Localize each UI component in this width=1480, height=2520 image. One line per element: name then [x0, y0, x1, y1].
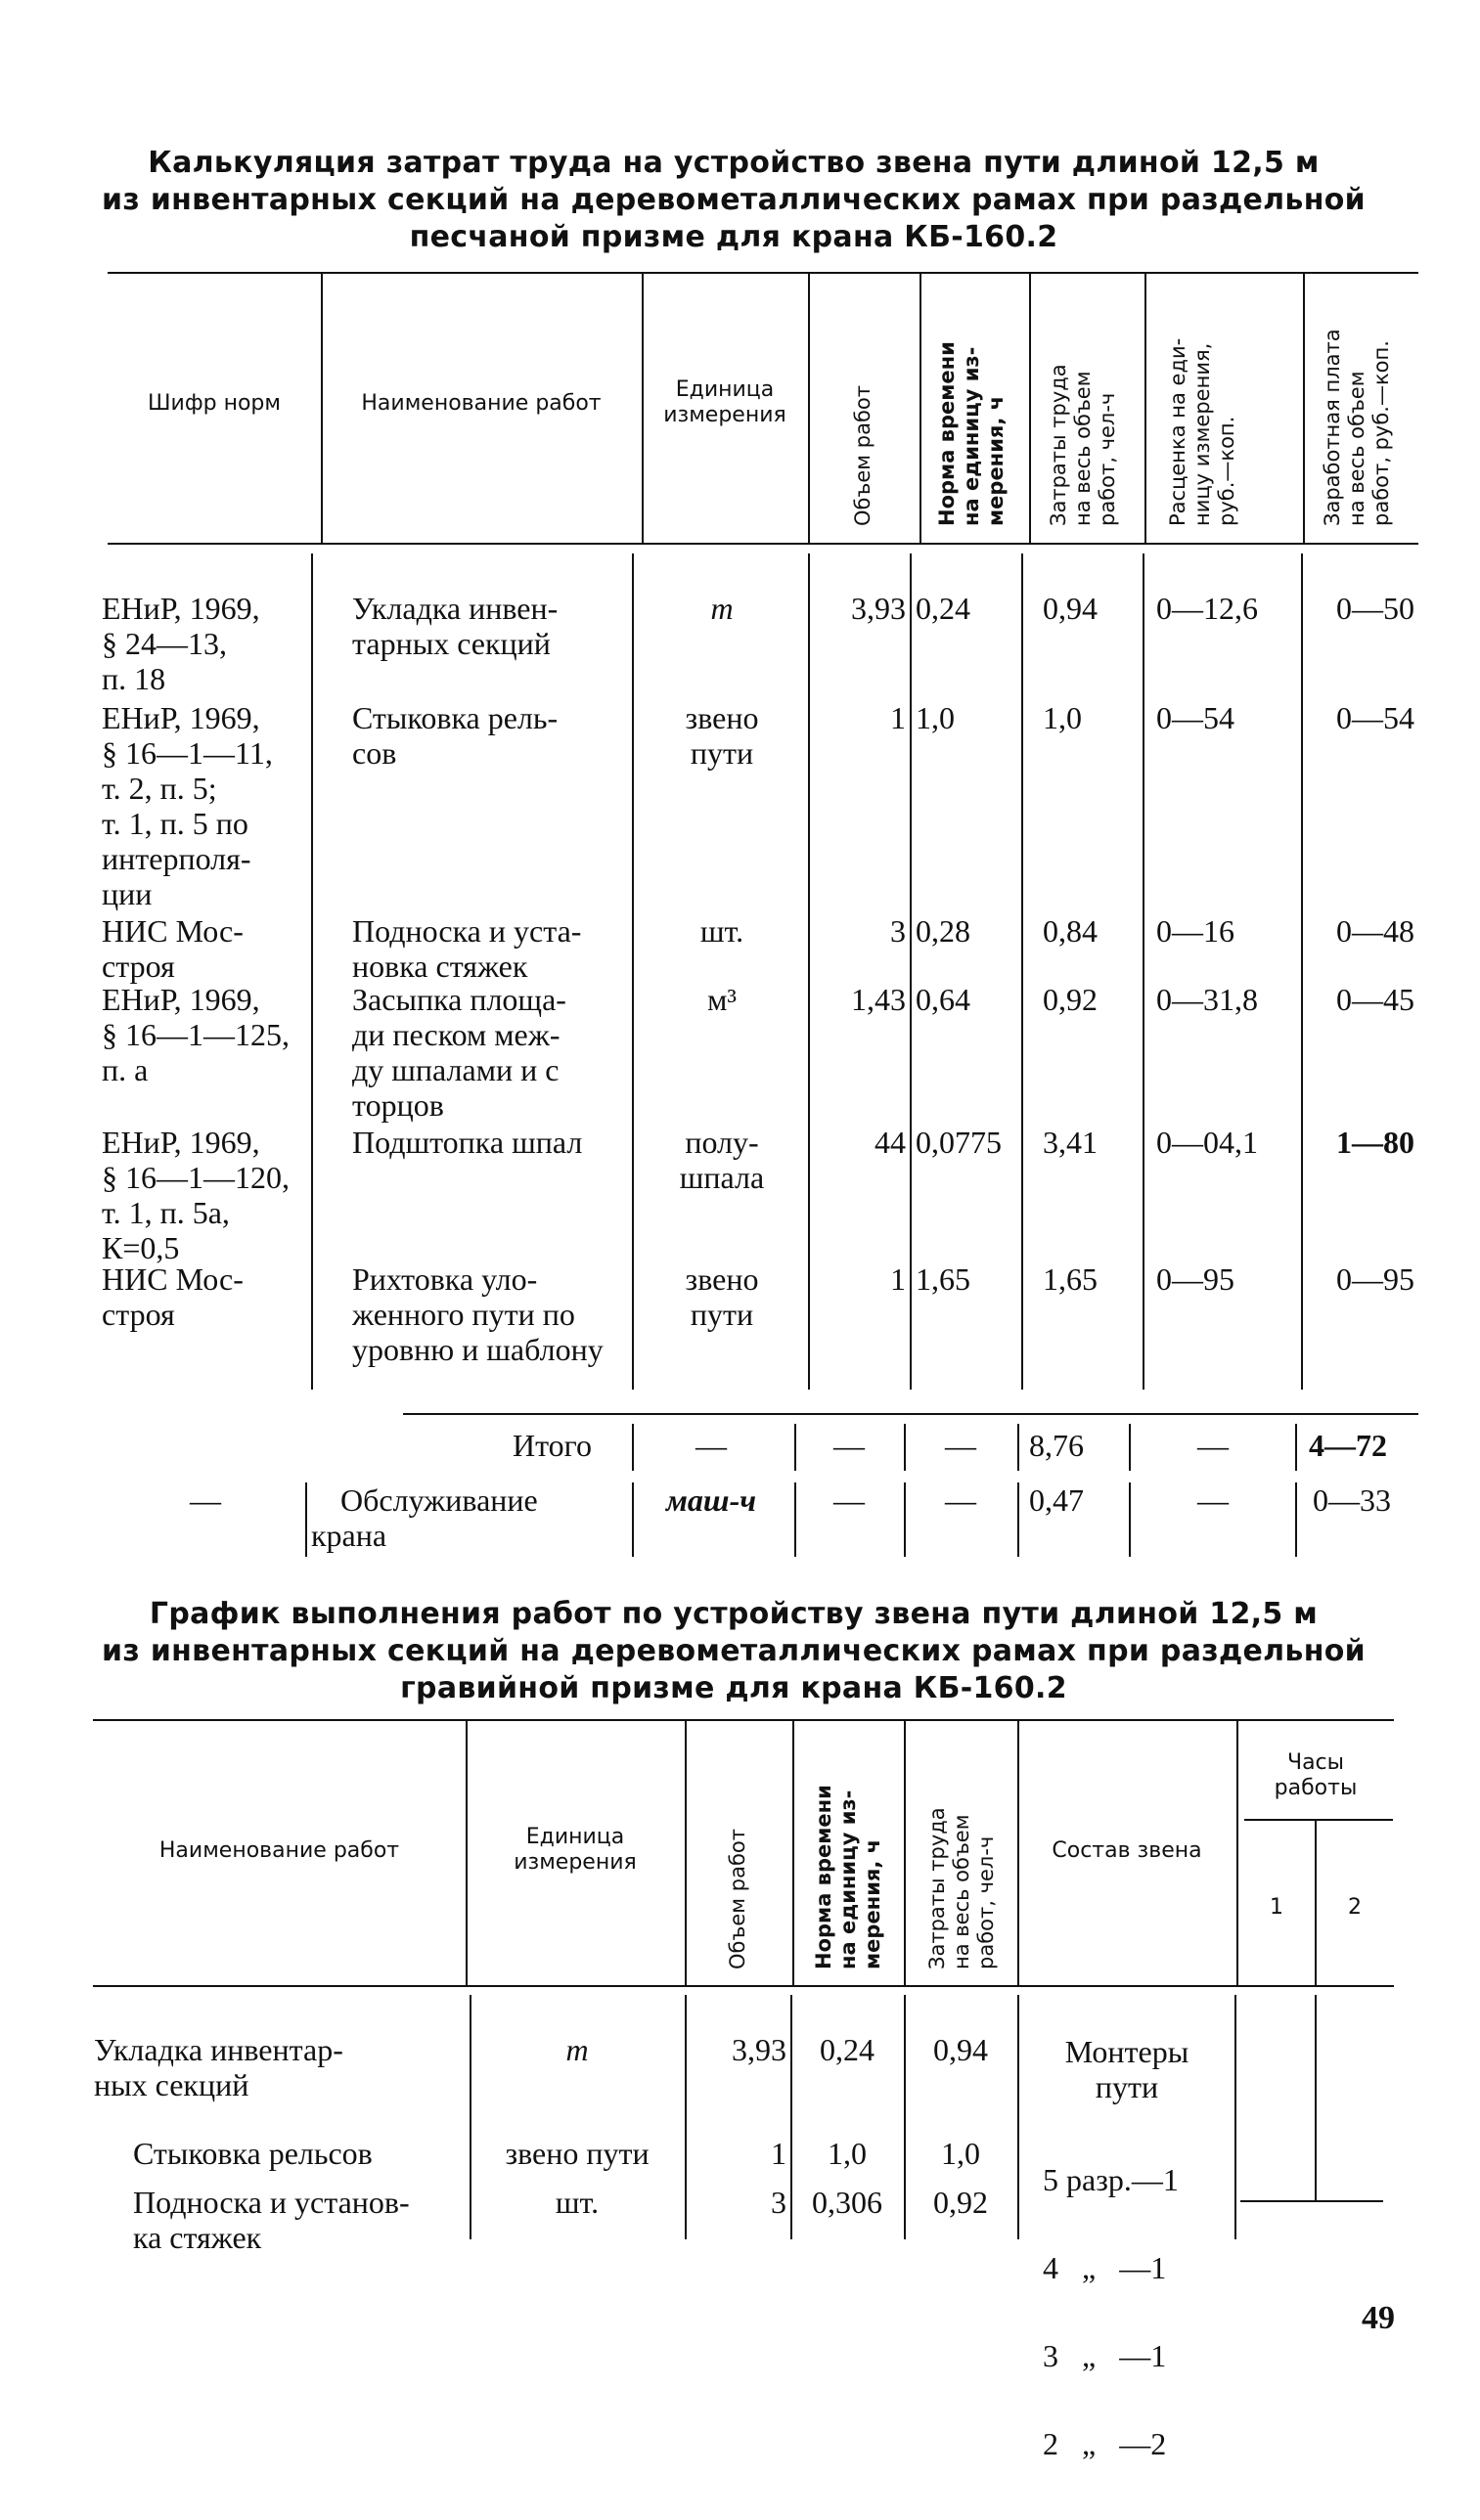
row-volume: [812, 591, 906, 626]
row-rate-line: 0—04,1: [1156, 1125, 1258, 1160]
row-volume: [812, 700, 906, 735]
row-labor-line: 0,92: [1043, 982, 1098, 1017]
crane-divider: [1129, 1482, 1131, 1557]
crane-divider: [632, 1482, 634, 1557]
row-unit-line: т: [710, 591, 734, 626]
row-unit-line: полу-: [685, 1125, 759, 1160]
crew-l4: 4 „ —1: [1043, 2250, 1167, 2285]
row-unit-line: м³: [707, 982, 737, 1017]
header-unit-l1: Единица: [675, 377, 775, 402]
row-volume: [812, 1125, 906, 1160]
t2-row-volume: [685, 2032, 786, 2067]
crew-l1: Монтеры: [1064, 2034, 1189, 2069]
row-unit-line: пути: [690, 735, 754, 771]
t2-header-norm-l3: мерения, ч: [861, 1838, 884, 1969]
t2-row-name-line: Укладка инвентар-: [94, 2032, 343, 2067]
row-code-line: ЕНиР, 1969,: [102, 700, 260, 735]
row-code-line: п. а: [102, 1052, 149, 1087]
row-rate: [1156, 913, 1234, 949]
header-unit-l2: измерения: [663, 403, 786, 427]
total-divider: [1017, 1424, 1019, 1471]
table1-caption: [98, 145, 1369, 256]
row-wage-line: 0—50: [1336, 591, 1414, 626]
row-norm: [916, 1261, 970, 1297]
row-code-line: ЕНиР, 1969,: [102, 591, 260, 626]
t2-row-name: [94, 2136, 373, 2171]
row-code-line: т. 2, п. 5;: [102, 771, 217, 806]
t2-row-unit-line: звено пути: [505, 2136, 650, 2171]
table2-caption: [98, 1596, 1369, 1707]
row-code-line: п. 18: [102, 661, 166, 696]
table1-total-rule: [403, 1413, 1418, 1415]
row-name-line: тарных секций: [352, 626, 551, 661]
crew-l5: 3 „ —1: [1043, 2338, 1167, 2373]
row-rate: [1156, 591, 1258, 626]
row-name-line: Рихтовка уло-: [352, 1261, 538, 1297]
t2-row-volume-line: 3,93: [732, 2032, 786, 2067]
crane-divider: [794, 1482, 796, 1557]
t2-header-crew: Состав звена: [1052, 1838, 1202, 1863]
row-code: [102, 1261, 244, 1332]
row-name-line: сов: [352, 735, 397, 771]
row-labor: [1043, 982, 1098, 1017]
row-code-line: § 16—1—125,: [102, 1017, 290, 1052]
row-unit: [642, 1261, 802, 1332]
crane-volume: —: [833, 1482, 865, 1518]
table1-col-divider: [1029, 274, 1031, 543]
table2-header-rule: [93, 1985, 1394, 1987]
header-code: Шифр норм: [148, 391, 281, 416]
crane-divider: [904, 1482, 906, 1557]
row-rate: [1156, 982, 1258, 1017]
table2-col-divider: [1234, 1995, 1236, 2239]
row-unit: [642, 982, 802, 1017]
row-labor-line: 1,65: [1043, 1261, 1098, 1297]
row-volume: [812, 982, 906, 1017]
row-name-line: Подштопка шпал: [352, 1125, 583, 1160]
t2-header-unit-l2: измерения: [514, 1850, 637, 1875]
crew-composition: [1019, 2034, 1234, 2104]
t2-row-name-line: ка стяжек: [133, 2220, 262, 2255]
t2-row-name-line: Стыковка рельсов: [133, 2136, 373, 2171]
table2-top-rule: [93, 1719, 1394, 1721]
table2-col-divider: [904, 1721, 906, 1985]
row-norm-line: 0,0775: [916, 1125, 1002, 1160]
row-code-line: строя: [102, 949, 175, 984]
total-divider: [1295, 1424, 1297, 1471]
row-wage-line: 1—80: [1336, 1125, 1414, 1160]
row-wage: [1305, 591, 1414, 626]
row-code-line: строя: [102, 1297, 175, 1332]
t2-header-hour-1: 1: [1270, 1895, 1283, 1920]
row-norm-line: 1,65: [916, 1261, 970, 1297]
t2-row-norm-line: 0,306: [812, 2185, 882, 2220]
row-code-line: т. 1, п. 5 по: [102, 806, 248, 841]
table1-col-divider: [808, 274, 810, 543]
row-name-line: Засыпка площа-: [352, 982, 566, 1017]
row-rate: [1156, 700, 1234, 735]
t2-row-labor-line: 0,92: [933, 2185, 988, 2220]
row-rate: [1156, 1125, 1258, 1160]
t2-header-hours-l2: работы: [1274, 1776, 1358, 1800]
t2-row-unit: [471, 2032, 683, 2067]
t2-header-hours-l1: Часы: [1286, 1750, 1345, 1775]
crane-label-l2: крана: [311, 1518, 387, 1553]
header-norm-l3: мерения, ч: [984, 395, 1008, 526]
t2-header-labor-l1: Затраты труда: [925, 1807, 949, 1969]
row-volume-line: 3,93: [851, 591, 906, 626]
row-name: [319, 982, 566, 1123]
row-unit: [642, 591, 802, 626]
crane-wage: 0—33: [1313, 1482, 1391, 1518]
row-name-line: Укладка инвен-: [352, 591, 559, 626]
t2-row-norm: [792, 2185, 902, 2220]
row-norm-line: 0,64: [916, 982, 970, 1017]
row-volume: [812, 913, 906, 949]
row-name-line: женного пути по: [352, 1297, 575, 1332]
row-unit: [642, 913, 802, 949]
row-name-line: новка стяжек: [352, 949, 528, 984]
row-unit: [642, 700, 802, 771]
row-code-line: т. 1, п. 5а,: [102, 1195, 230, 1230]
t2-header-norm-l2: на единицу из-: [836, 1790, 860, 1969]
row-name-line: ду шпалами и с: [352, 1052, 560, 1087]
row-labor-line: 0,84: [1043, 913, 1098, 949]
t2-row-name-line: Подноска и установ-: [133, 2185, 410, 2220]
t2-row-norm-line: 1,0: [828, 2136, 867, 2171]
row-code-line: ЕНиР, 1969,: [102, 1125, 260, 1160]
header-wage-l1: Заработная плата: [1321, 329, 1344, 526]
crane-divider: [1295, 1482, 1297, 1557]
table2-col-divider: [685, 1721, 687, 1985]
header-rate-l1: Расценка на еди-: [1166, 337, 1189, 526]
crane-label-l1: Обслуживание: [340, 1482, 538, 1518]
row-norm: [916, 591, 970, 626]
table2-col-divider: [1017, 1995, 1019, 2239]
row-name: [319, 1125, 582, 1160]
row-labor-line: 0,94: [1043, 591, 1098, 626]
t2-header-name: Наименование работ: [158, 1838, 400, 1863]
crew-grades: [1043, 2106, 1179, 2517]
t2-row-volume: [685, 2136, 786, 2171]
header-norm-l2: на единицу из-: [960, 346, 983, 526]
row-unit-line: пути: [690, 1297, 754, 1332]
t2-row-labor: [906, 2032, 1015, 2067]
t2-header-labor-l3: работ, чел-ч: [974, 1835, 998, 1969]
t2-header-labor-l2: на весь объем: [950, 1814, 973, 1969]
row-unit-line: шт.: [699, 913, 744, 949]
row-volume-line: 1: [890, 1261, 906, 1297]
row-code: [102, 1125, 290, 1265]
table2-col-divider: [792, 1721, 794, 1985]
t2-row-unit-line: т: [565, 2032, 589, 2067]
row-labor: [1043, 1125, 1098, 1160]
table1-col-divider: [910, 553, 912, 1390]
t2-row-volume-line: 1: [771, 2136, 786, 2171]
row-name-line: ди песком меж-: [352, 1017, 561, 1052]
header-wage-l3: работ, руб.—коп.: [1369, 340, 1393, 526]
total-divider: [794, 1424, 796, 1471]
row-labor: [1043, 591, 1098, 626]
t2-row-norm: [792, 2032, 902, 2067]
crane-divider: [305, 1482, 307, 1557]
t2-row-name-line: ных секций: [94, 2067, 249, 2102]
total-unit: —: [695, 1428, 727, 1463]
row-code: [102, 700, 273, 911]
row-name-line: торцов: [352, 1087, 444, 1123]
t2-row-name: [94, 2185, 410, 2255]
row-volume: [812, 1261, 906, 1297]
total-norm: —: [945, 1428, 976, 1463]
row-name-line: Подноска и уста-: [352, 913, 582, 949]
row-wage-line: 0—45: [1336, 982, 1414, 1017]
total-divider: [904, 1424, 906, 1471]
header-unit: [644, 377, 806, 428]
table2-col-divider: [1315, 1995, 1317, 2200]
row-code: [102, 913, 244, 984]
caption2-line3: гравийной призме для крана КБ-160.2: [400, 1671, 1067, 1705]
header-rate-l2: ницу измерения,: [1190, 342, 1214, 526]
t2-header-unit-l1: Единица: [525, 1825, 625, 1849]
crane-code: —: [190, 1482, 221, 1518]
caption2-line1: График выполнения работ по устройству звена пути длиной 12,5 м: [149, 1597, 1319, 1631]
total-divider: [1129, 1424, 1131, 1471]
row-rate-line: 0—31,8: [1156, 982, 1258, 1017]
total-rate: —: [1197, 1428, 1229, 1463]
row-code-line: § 16—1—120,: [102, 1160, 290, 1195]
table1-col-divider: [311, 553, 313, 1390]
crane-rate: —: [1197, 1482, 1229, 1518]
row-wage-line: 0—95: [1336, 1261, 1414, 1297]
table1-col-divider: [919, 274, 921, 543]
hours-subheader-rule: [1244, 1819, 1393, 1821]
row-unit-line: звено: [685, 1261, 759, 1297]
header-norm-l1: Норма времени: [935, 341, 959, 526]
t2-row-norm: [792, 2136, 902, 2171]
row-wage: [1305, 913, 1414, 949]
t2-row-name: [94, 2032, 343, 2102]
row-wage: [1305, 700, 1414, 735]
row-code-line: ЕНиР, 1969,: [102, 982, 260, 1017]
caption1-line2: из инвентарных секций на деревометаллических рамах при раздельной: [102, 183, 1366, 217]
row-wage: [1305, 982, 1414, 1017]
row-unit-line: звено: [685, 700, 759, 735]
row-rate-line: 0—54: [1156, 700, 1234, 735]
row-norm: [916, 913, 970, 949]
row-labor: [1043, 913, 1098, 949]
row-code-line: К=0,5: [102, 1230, 180, 1265]
row-name: [319, 913, 581, 984]
row-code-line: § 16—1—11,: [102, 735, 273, 771]
t2-header-hour-2: 2: [1348, 1895, 1362, 1920]
row-labor-line: 3,41: [1043, 1125, 1098, 1160]
caption1-line3: песчаной призме для крана КБ-160.2: [409, 220, 1058, 254]
t2-header-volume-text: Объем работ: [726, 1829, 749, 1969]
row-wage: [1305, 1125, 1414, 1160]
total-volume: —: [833, 1428, 865, 1463]
header-labor-l3: работ, чел-ч: [1096, 392, 1119, 526]
total-labor: 8,76: [1029, 1428, 1084, 1463]
total-label: Итого: [513, 1428, 592, 1463]
row-code-line: ции: [102, 876, 153, 911]
crane-labor: 0,47: [1029, 1482, 1084, 1518]
t2-row-labor: [906, 2185, 1015, 2220]
header-labor-l2: на весь объем: [1071, 371, 1095, 526]
crane-unit: маш-ч: [665, 1482, 757, 1518]
table1-col-divider: [808, 553, 810, 1390]
row-norm-line: 0,28: [916, 913, 970, 949]
row-code-line: НИС Мос-: [102, 1261, 244, 1297]
crane-norm: —: [945, 1482, 976, 1518]
row-rate: [1156, 1261, 1234, 1297]
page-number: 49: [1362, 2300, 1395, 2336]
total-divider: [632, 1424, 634, 1471]
t2-row-volume: [685, 2185, 786, 2220]
row-code-line: НИС Мос-: [102, 913, 244, 949]
row-norm: [916, 700, 955, 735]
table1-col-divider: [1301, 553, 1303, 1390]
table1-top-rule: [108, 272, 1418, 274]
crew-l3: 5 разр.—1: [1043, 2162, 1179, 2197]
row-name: [319, 700, 558, 771]
row-code: [102, 591, 260, 696]
table1-col-divider: [1021, 553, 1023, 1390]
crane-divider: [1017, 1482, 1019, 1557]
row-wage-line: 0—54: [1336, 700, 1414, 735]
caption2-line2: из инвентарных секций на деревометаллических рамах при раздельной: [102, 1634, 1366, 1668]
row-name: [319, 1261, 604, 1367]
row-name: [319, 591, 558, 661]
caption1-line1: Калькуляция затрат труда на устройство звена пути длиной 12,5 м: [148, 146, 1320, 180]
row-volume-line: 1: [890, 700, 906, 735]
row-code-line: интерполя-: [102, 841, 251, 876]
schedule-bar: [1240, 2200, 1383, 2202]
t2-header-unit: [468, 1825, 683, 1876]
row-rate-line: 0—95: [1156, 1261, 1234, 1297]
table1-col-divider: [1144, 274, 1146, 543]
row-volume-line: 3: [890, 913, 906, 949]
t2-row-unit-line: шт.: [555, 2185, 600, 2220]
row-rate-line: 0—12,6: [1156, 591, 1258, 626]
row-name-line: уровню и шаблону: [352, 1332, 604, 1367]
t2-row-labor-line: 0,94: [933, 2032, 988, 2067]
row-wage-line: 0—48: [1336, 913, 1414, 949]
t2-row-norm-line: 0,24: [820, 2032, 875, 2067]
row-code: [102, 982, 290, 1087]
header-rate-l3: руб.—коп.: [1215, 416, 1238, 526]
t2-row-labor-line: 1,0: [941, 2136, 980, 2171]
t2-header-norm-l1: Норма времени: [812, 1785, 835, 1969]
crew-l6: 2 „ —2: [1043, 2426, 1167, 2461]
header-name: Наименование работ: [361, 391, 602, 416]
row-unit: [642, 1125, 802, 1195]
row-rate-line: 0—16: [1156, 913, 1234, 949]
table1-col-divider: [1143, 553, 1144, 1390]
crane-label: [311, 1482, 538, 1553]
row-norm-line: 0,24: [916, 591, 970, 626]
header-labor-l1: Затраты труда: [1047, 364, 1070, 526]
row-labor-line: 1,0: [1043, 700, 1082, 735]
row-labor: [1043, 1261, 1098, 1297]
table1-header-rule: [108, 543, 1418, 545]
t2-header-hours: [1238, 1750, 1393, 1801]
table1-col-divider: [1303, 274, 1305, 543]
row-norm-line: 1,0: [916, 700, 955, 735]
row-volume-line: 1,43: [851, 982, 906, 1017]
t2-row-unit: [471, 2136, 683, 2171]
row-norm: [916, 982, 970, 1017]
table1-col-divider: [632, 553, 634, 1390]
crew-l2: пути: [1095, 2069, 1159, 2104]
row-volume-line: 44: [875, 1125, 906, 1160]
header-volume-text: Объем работ: [851, 385, 875, 526]
t2-row-unit: [471, 2185, 683, 2220]
header-wage-l2: на весь объем: [1345, 371, 1368, 526]
t2-row-labor: [906, 2136, 1015, 2171]
row-unit-line: шпала: [679, 1160, 765, 1195]
row-name-line: Стыковка рель-: [352, 700, 559, 735]
total-wage: 4—72: [1309, 1428, 1387, 1463]
row-wage: [1305, 1261, 1414, 1297]
row-labor: [1043, 700, 1082, 735]
row-norm: [916, 1125, 1002, 1160]
row-code-line: § 24—13,: [102, 626, 227, 661]
t2-row-volume-line: 3: [771, 2185, 786, 2220]
